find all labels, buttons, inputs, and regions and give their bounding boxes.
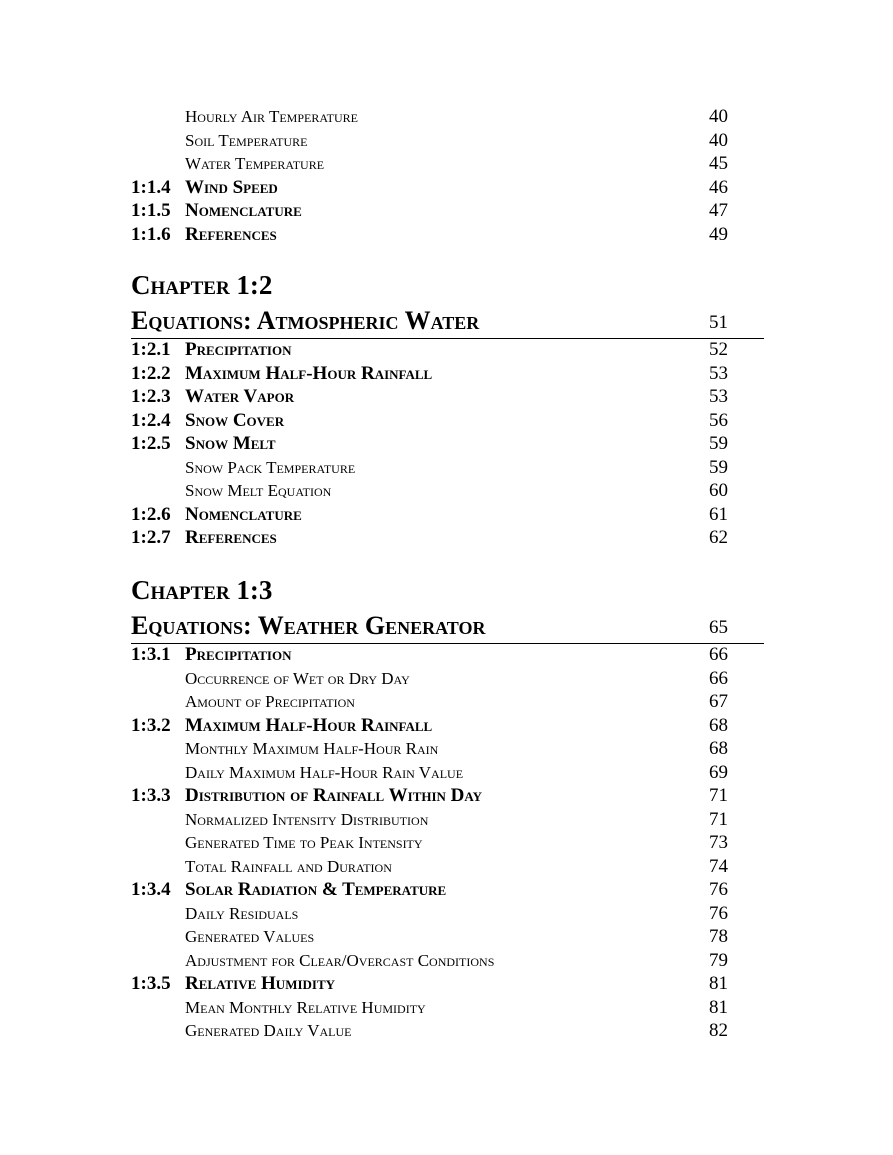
- toc-entry: [0, 950, 893, 972]
- toc-entry: [0, 386, 893, 408]
- section-title: Nomenclature: [185, 200, 302, 221]
- subsection-title: Generated Time to Peak Intensity: [185, 833, 423, 852]
- toc-entry: [0, 457, 893, 479]
- page-number: 61: [709, 503, 728, 525]
- toc-entry: [0, 997, 893, 1019]
- section-title: Solar Radiation & Temperature: [185, 879, 447, 900]
- page-number: 79: [709, 949, 728, 971]
- page-number: 71: [709, 808, 728, 830]
- page-number: 67: [709, 691, 728, 712]
- subsection-title: Soil Temperature: [185, 130, 308, 150]
- page-number: 46: [709, 176, 728, 198]
- section-number: 1:2.4: [131, 409, 171, 431]
- subsection-title: Snow Melt Equation: [185, 481, 332, 500]
- subsection-title: Mean Monthly Relative Humidity: [185, 997, 426, 1017]
- toc-entry: [0, 177, 893, 199]
- section-title: Relative Humidity: [185, 973, 336, 994]
- toc-entry: [0, 644, 893, 666]
- subsection-title: Daily Residuals: [185, 903, 299, 923]
- page-number: 40: [709, 106, 728, 127]
- toc-entry: [0, 339, 893, 361]
- toc-entry: [0, 832, 893, 854]
- toc-entry: [0, 785, 893, 807]
- subsection-title: Generated Daily Value: [185, 1021, 352, 1040]
- page-number: 53: [709, 386, 728, 407]
- toc-entry: [0, 363, 893, 385]
- section-number: 1:2.5: [131, 433, 171, 454]
- section-title: Wind Speed: [185, 176, 278, 198]
- page-number: 49: [709, 223, 728, 245]
- section-number: 1:3.5: [131, 973, 171, 994]
- section-title: Maximum Half-Hour Rainfall: [185, 362, 433, 384]
- page-number: 82: [709, 1020, 728, 1041]
- section-title: Maximum Half-Hour Rainfall: [185, 714, 433, 736]
- toc-entry: [0, 130, 893, 152]
- page-number: 71: [709, 785, 728, 806]
- chapter-label: Chapter 1:2: [131, 270, 273, 300]
- page-number: 52: [709, 339, 728, 360]
- page-number: 66: [709, 644, 728, 665]
- chapter-page-number: 65: [709, 617, 728, 638]
- toc-entry: [0, 527, 893, 549]
- page-number: 40: [709, 129, 728, 151]
- section-number: 1:2.2: [131, 362, 171, 384]
- page-number: 68: [709, 738, 728, 759]
- section-title: Nomenclature: [185, 503, 302, 525]
- page-number: 59: [709, 433, 728, 454]
- section-number: 1:3.3: [131, 785, 171, 806]
- toc-entry: [0, 224, 893, 246]
- page-number: 73: [709, 832, 728, 853]
- toc-entry: [0, 903, 893, 925]
- section-title: Precipitation: [185, 644, 292, 665]
- toc-entry: [0, 504, 893, 526]
- page-number: 62: [709, 527, 728, 548]
- subsection-title: Daily Maximum Half-Hour Rain Value: [185, 762, 464, 782]
- section-title: Distribution of Rainfall Within Day: [185, 785, 482, 806]
- page-number: 60: [709, 480, 728, 501]
- page-number: 59: [709, 456, 728, 478]
- subsection-title: Snow Pack Temperature: [185, 457, 356, 477]
- toc-entry: [0, 410, 893, 432]
- page-number: 47: [709, 200, 728, 221]
- subsection-title: Normalized Intensity Distribution: [185, 809, 429, 829]
- subsection-title: Hourly Air Temperature: [185, 107, 358, 126]
- section-number: 1:2.1: [131, 339, 171, 360]
- toc-entry: [0, 715, 893, 737]
- section-number: 1:2.3: [131, 386, 171, 407]
- toc-entry: [0, 856, 893, 878]
- subsection-title: Occurrence of Wet or Dry Day: [185, 668, 410, 688]
- chapter-title: Equations: Weather Generator: [131, 611, 486, 640]
- page-number: 81: [709, 996, 728, 1018]
- toc-entry: [0, 762, 893, 784]
- toc-entry: [0, 809, 893, 831]
- page-number: 81: [709, 973, 728, 994]
- chapter-title: Equations: Atmospheric Water: [131, 306, 480, 335]
- toc-entry: [0, 926, 893, 948]
- toc-entry: [0, 153, 893, 175]
- page-number: 56: [709, 409, 728, 431]
- section-title: Snow Cover: [185, 409, 285, 431]
- section-number: 1:1.6: [131, 223, 171, 245]
- section-title: Precipitation: [185, 339, 292, 360]
- subsection-title: Monthly Maximum Half-Hour Rain: [185, 739, 439, 758]
- page-number: 78: [709, 926, 728, 947]
- toc-entry: [0, 480, 893, 502]
- section-number: 1:3.4: [131, 879, 171, 900]
- section-number: 1:2.6: [131, 503, 171, 525]
- toc-entry: [0, 106, 893, 128]
- section-number: 1:3.2: [131, 714, 171, 736]
- page-number: 53: [709, 362, 728, 384]
- toc-entry: [0, 691, 893, 713]
- section-number: 1:2.7: [131, 527, 171, 548]
- toc-entry: [0, 973, 893, 995]
- section-number: 1:1.4: [131, 176, 171, 198]
- toc-entry: [0, 738, 893, 760]
- section-title: Water Vapor: [185, 386, 295, 407]
- section-title: Snow Melt: [185, 433, 276, 454]
- chapter-page-number: 51: [709, 312, 728, 333]
- page-number: 45: [709, 153, 728, 174]
- page-number: 76: [709, 902, 728, 924]
- toc-entry: [0, 200, 893, 222]
- subsection-title: Generated Values: [185, 927, 315, 946]
- subsection-title: Adjustment for Clear/Overcast Conditions: [185, 950, 495, 970]
- toc-entry: [0, 668, 893, 690]
- subsection-title: Amount of Precipitation: [185, 692, 355, 711]
- toc-entry: [0, 433, 893, 455]
- page-number: 69: [709, 761, 728, 783]
- subsection-title: Total Rainfall and Duration: [185, 856, 392, 876]
- chapter-label: Chapter 1:3: [131, 575, 273, 605]
- section-number: 1:1.5: [131, 200, 171, 221]
- toc-entry: [0, 1020, 893, 1042]
- section-title: References: [185, 527, 277, 548]
- toc-entry: [0, 879, 893, 901]
- page-number: 66: [709, 667, 728, 689]
- section-title: References: [185, 223, 277, 245]
- section-number: 1:3.1: [131, 644, 171, 665]
- subsection-title: Water Temperature: [185, 154, 325, 173]
- page-number: 74: [709, 855, 728, 877]
- page-number: 76: [709, 879, 728, 900]
- page-number: 68: [709, 714, 728, 736]
